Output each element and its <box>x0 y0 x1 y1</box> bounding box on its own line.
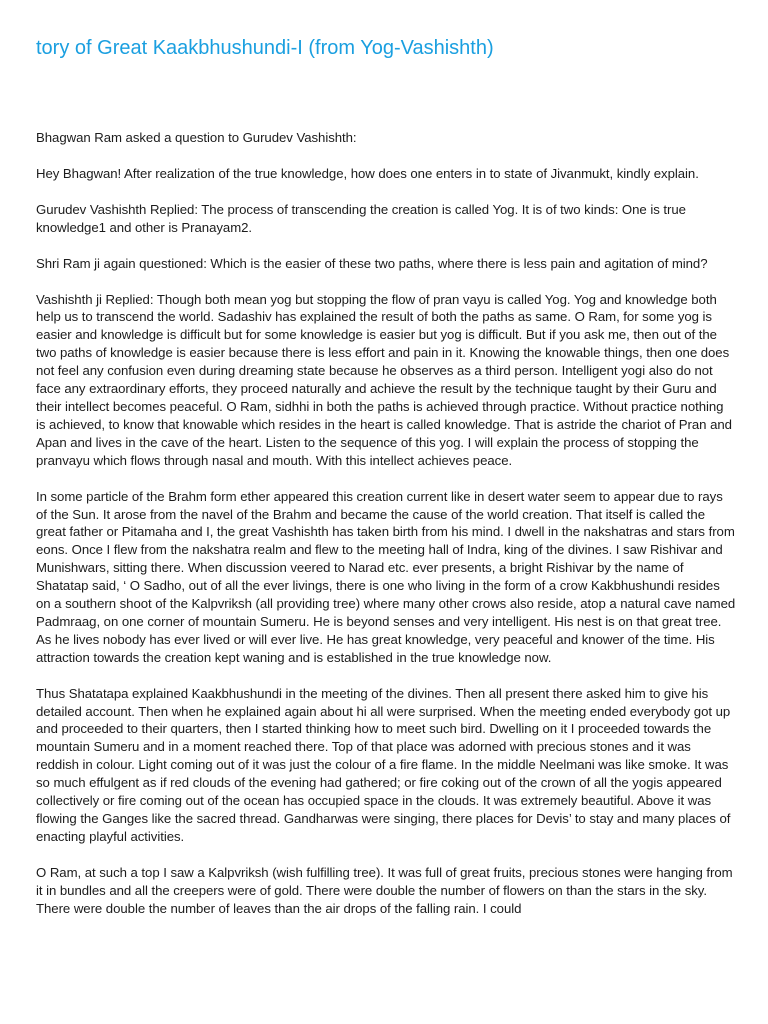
paragraph-jivanmukt-question: Hey Bhagwan! After realization of the true knowledge, how does one enters in to state of Jivanmukt, kindly explain. <box>36 165 699 181</box>
paragraph-vashishth-reply: Vashishth ji Replied: Though both mean yog but stopping the flow of pran vayu is called Yog. Yog and knowledge both help us to transcend the world. Sadashiv has explained the result of both the paths as same. O Ram, for some yog is easier and knowledge is difficult but for some knowledge is easier but yog is difficult. But if you ask me, then out of the two paths of knowledge is easier because there is less effort and pain in it. Knowing the knowable things, then one does not feel any confusion even during dreaming state because he observes as a third person. Intelligent yogi also do not face any extraordinary efforts, they proceed naturally and achieve the result by the technique taught by their Guru and their intellect becomes peaceful. O Ram, sidhhi in both the paths is achieved through practice. Without practice nothing is achieved, to know that knowable which resides in the heart is called knowledge. That is astride the chariot of Pran and Apan and lives in the cave of the heart. Listen to the sequence of this yog. I will explain the process of stopping the pranvayu which flows through nasal and mouth. With this intellect achieves peace. <box>36 291 732 468</box>
paragraph-brahm-creation: In some particle of the Brahm form ether appeared this creation current like in desert water seem to appear due to rays of the Sun. It arose from the navel of the Brahm and became the cause of the world creation. That itself is called the great father or Pitamaha and I, the great Vashishth has taken birth from his mind. I dwell in the nakshatras and stars from eons. Once I flew from the nakshatra realm and flew to the meeting hall of Indra, king of the divines. I saw Rishivar and Munishwars, sitting there. When discussion veered to Narad etc. ever presents, a bright Rishivar by the name of Shatatap said, ‘ O Sadho, out of all the ever livings, there is one who living in the form of a crow Kakbhushundi resides on a southern shoot of the Kalpvriksh (all providing tree) where many other crows also reside, atop a natural cave named Padmraag, on one corner of mountain Sumeru. He is beyond senses and very intelligent. His nest is on that great tree. As he lives nobody has ever lived or will ever live. He has great knowledge, very peaceful and knower of the time. His attraction towards the creation kept waning and is established in the true knowledge now. <box>36 488 736 665</box>
paragraph-intro-question: Bhagwan Ram asked a question to Gurudev Vashishth: <box>36 130 357 145</box>
paragraph-kalpvriksh: O Ram, at such a top I saw a Kalpvriksh (wish fulfilling tree). It was full of great fruits, precious stones were hanging from it in bundles and all the creepers were of gold. There were double the number of flowers on than the stars in the sky. There were double the number of leaves than the air drops of the falling rain. I could <box>36 864 733 916</box>
paragraph-shatatapa-account: Thus Shatatapa explained Kaakbhushundi in the meeting of the divines. Then all present there asked him to give his detailed account. Then when he explained again about hi all were surprised. When the meeting ended everybody got up and proceeded to their quarters, then I started thinking how to meet such bird. Dwelling on it I proceeded towards the mountain Sumeru and in a moment reached there. Top of that place was adorned with precious stones and it was reddish in colour. Light coming out of it was just the colour of a fire flame. In the middle Neelmani was like smoke. It was so much effulgent as if red clouds of the evening had gathered; or fire coking out of the crown of all the yogis appeared collectively or fire coming out of the ocean has occupied space in the clouds. It was extremely beautiful. Above it was flowing the Ganges like the sacred thread. Gandharwas were singing, there places for Devis’ to stay and many places of enacting playful activities. <box>36 685 731 844</box>
document-body <box>36 129 736 936</box>
document-title: tory of Great Kaakbhushundi-I (from Yog-Vashishth) <box>36 37 494 59</box>
paragraph-easier-path-question: Shri Ram ji again questioned: Which is the easier of these two paths, where there is less pain and agitation of mind? <box>36 255 708 271</box>
paragraph-yog-definition: Gurudev Vashishth Replied: The process of transcending the creation is called Yog. It is of two kinds: One is true knowledge1 and other is Pranayam2. <box>36 201 686 235</box>
